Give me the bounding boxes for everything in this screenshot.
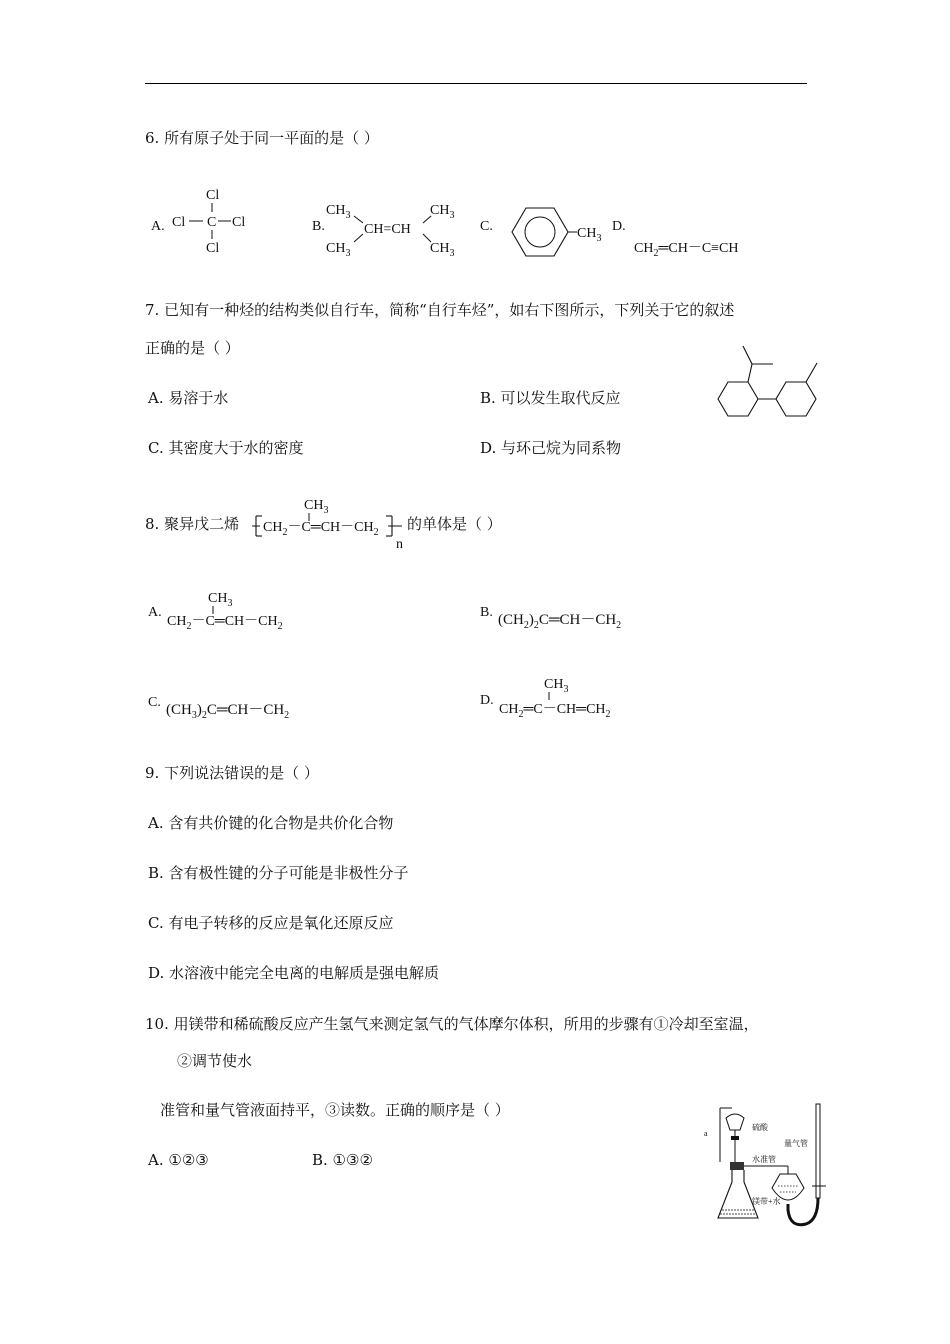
svg-text:(CH2)2C═CH－CH2: $(CH_2)_2C═CH-CH_2$ — [498, 612, 622, 631]
svg-text:CH3: $CH_3$ — [208, 591, 233, 609]
q8-option-a-structure[interactable] — [146, 588, 316, 638]
q8-stem-post: 的单体是（ ） — [407, 515, 502, 533]
q6-option-d-structure[interactable] — [610, 210, 780, 260]
q6-option-b-structure[interactable] — [310, 196, 470, 260]
q8-option-c-structure[interactable] — [146, 688, 346, 728]
svg-text:CH3: $CH_3$ — [577, 226, 602, 244]
q10-stem-line-1: 10. 用镁带和稀硫酸反应产生氢气来测定氢气的气体摩尔体积，所用的步骤有①冷却至室温， — [145, 1015, 759, 1033]
q6-a-cl-right: Cl — [232, 215, 246, 230]
svg-text:CH3: $CH_3$ — [326, 241, 351, 259]
q10-stem-line-2: ②调节使水 — [177, 1052, 253, 1070]
q6-d-letter: D. — [612, 219, 626, 234]
q8-a-letter: A. — [148, 605, 162, 620]
svg-text:(CH3)2C═CH－CH2: $(CH_3)_2C═CH-CH_2$ — [166, 702, 290, 721]
q8-poly-n: n — [396, 537, 403, 552]
q10-label-acid: 硫酸 — [752, 1123, 768, 1132]
q10-label-gas-tube: 量气管 — [784, 1139, 808, 1148]
svg-text:CH3: $CH_3$ — [544, 677, 569, 695]
svg-text:CH2═CH－C≡CH: $CH_2═CH-C\equiv CH$ — [634, 241, 739, 259]
q7-stem-line-2: 正确的是（ ） — [145, 339, 240, 357]
q7-option-b[interactable]: B. 可以发生取代反应 — [480, 389, 621, 407]
q8-stem-pre: 8. 聚异戊二烯 — [145, 515, 240, 533]
q7-option-c[interactable]: C. 其密度大于水的密度 — [148, 439, 304, 457]
q10-apparatus-figure — [700, 1100, 836, 1230]
q6-b-letter: B. — [312, 219, 325, 234]
q8-option-b-structure[interactable] — [478, 598, 678, 638]
q6-a-cl-left: Cl — [172, 215, 186, 230]
q6-stem: 6. 所有原子处于同一平面的是（ ） — [145, 129, 379, 147]
q6-a-cl-bottom: Cl — [206, 241, 220, 256]
q6-a-letter: A. — [151, 219, 165, 234]
q8-b-letter: B. — [480, 605, 493, 620]
q8-option-d-structure[interactable] — [478, 674, 658, 724]
q6-option-a-structure[interactable] — [148, 182, 258, 262]
q7-option-a[interactable]: A. 易溶于水 — [148, 389, 229, 407]
svg-text:CH2═C－CH═CH2: $CH_2═C-CH═CH_2$ — [499, 702, 611, 720]
q8-polyisoprene-structure — [252, 494, 410, 550]
q7-option-d[interactable]: D. 与环己烷为同系物 — [480, 439, 622, 457]
svg-text:CH3: $CH_3$ — [304, 498, 329, 516]
q6-option-c-structure[interactable] — [478, 200, 618, 266]
svg-text:CH3: $CH_3$ — [326, 203, 351, 221]
q10-stem-line-3: 准管和量气管液面持平，③读数。正确的顺序是（ ） — [160, 1101, 510, 1119]
q9-option-b[interactable]: B. 含有极性键的分子可能是非极性分子 — [148, 864, 409, 882]
q9-option-c[interactable]: C. 有电子转移的反应是氧化还原反应 — [148, 914, 394, 932]
q6-b-chain: CH=CH — [364, 222, 411, 237]
svg-text:CH3: $CH_3$ — [430, 203, 455, 221]
q9-stem: 9. 下列说法错误的是（ ） — [145, 764, 319, 782]
q6-a-cl-top: Cl — [206, 188, 220, 203]
q9-option-a[interactable]: A. 含有共价键的化合物是共价化合物 — [148, 814, 394, 832]
q10-label-a: a — [704, 1129, 708, 1138]
q8-d-letter: D. — [480, 693, 494, 708]
q10-label-mg: 镁带+水 — [752, 1197, 781, 1206]
q7-stem-line-1: 7. 已知有一种烃的结构类似自行车，简称“自行车烃”，如右下图所示，下列关于它的叙述 — [145, 301, 735, 319]
svg-text:CH3: $CH_3$ — [430, 241, 455, 259]
q10-label-level-tube: 水准管 — [752, 1155, 776, 1164]
q10-option-a[interactable]: A. ①②③ — [148, 1151, 209, 1169]
q8-c-letter: C. — [148, 695, 161, 710]
header-rule — [145, 83, 807, 84]
q6-a-carbon: C — [207, 215, 217, 230]
q10-option-b[interactable]: B. ①③② — [312, 1151, 373, 1169]
svg-text:CH2－C═CH－CH2: $CH_2-C═CH-CH_2$ — [263, 520, 379, 538]
q6-c-letter: C. — [480, 219, 493, 234]
q7-bicycle-hydrocarbon-figure — [705, 340, 830, 430]
svg-text:CH2－C═CH－CH2: $CH_2-C═CH-CH_2$ — [167, 614, 283, 632]
q9-option-d[interactable]: D. 水溶液中能完全电离的电解质是强电解质 — [148, 964, 440, 982]
